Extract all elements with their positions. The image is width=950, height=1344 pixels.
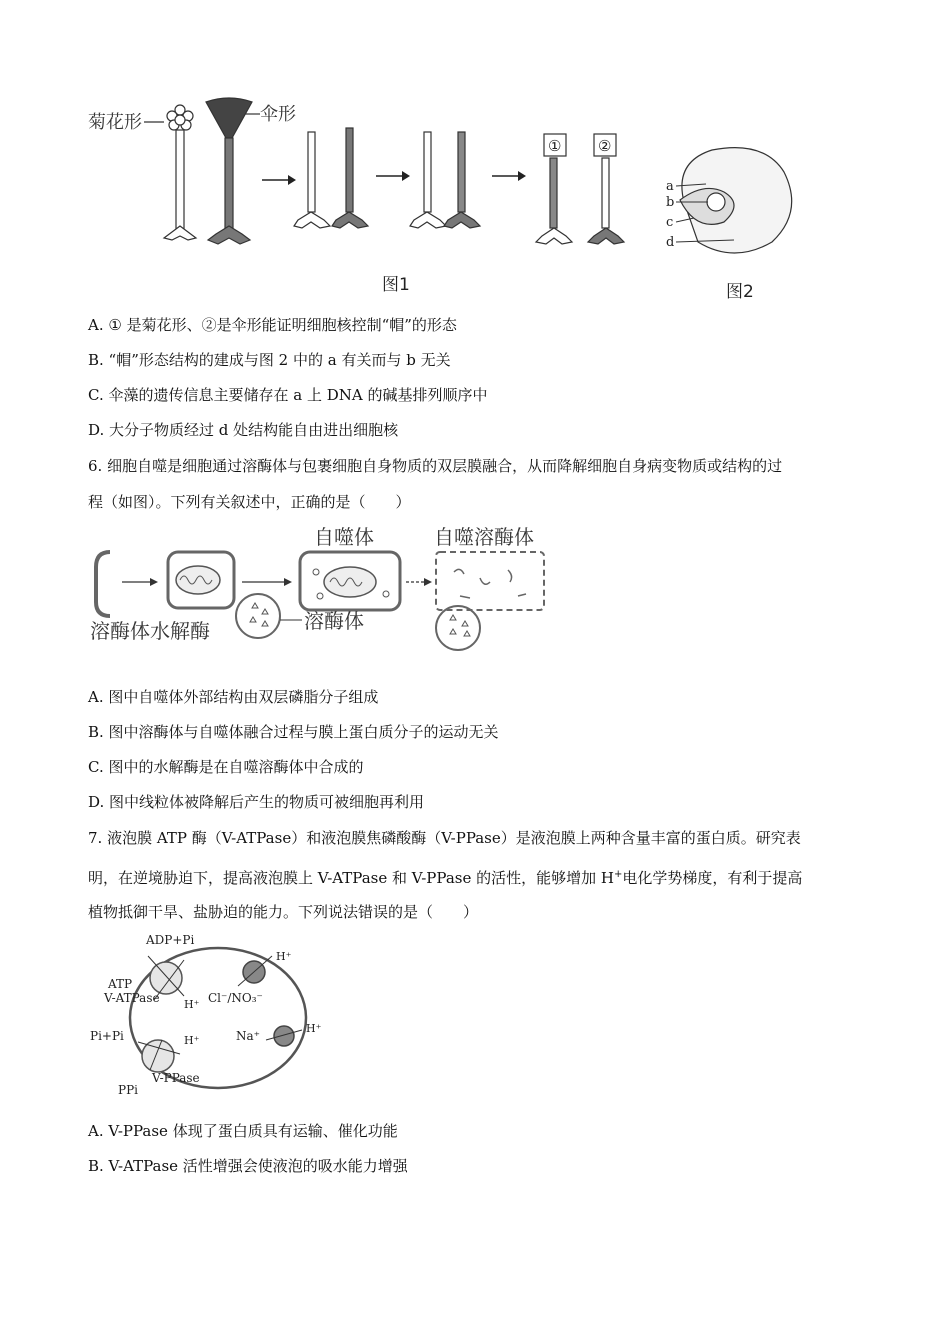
label-h-plus-3: H⁺ xyxy=(306,1022,322,1035)
label-autophagosome: 自噬体 xyxy=(314,525,374,549)
q6-option-b: B. 图中溶酶体与自噬体融合过程与膜上蛋白质分子的运动无关 xyxy=(88,723,499,741)
label-atp: ATP xyxy=(108,977,133,991)
label-ppi: PPi xyxy=(118,1083,138,1097)
stage-cut xyxy=(294,128,368,228)
label-chrysanthemum: 菊花形 xyxy=(88,112,142,133)
q6-stem-line1: 6. 细胞自噬是细胞通过溶酶体与包裹细胞自身物质的双层膜融合，从而降解细胞自身病变物质或结构的过 xyxy=(88,457,783,475)
acetabularia-diagram xyxy=(84,92,824,302)
label-autolysosome: 自噬溶酶体 xyxy=(434,525,534,549)
q6-stem-line2: 程（如图）。下列有关叙述中，正确的是（ ） xyxy=(88,493,411,511)
autophagy-diagram xyxy=(88,522,558,652)
q7-option-a: A. V-PPase 体现了蛋白质具有运输、催化功能 xyxy=(88,1122,398,1140)
q7-stem-line2: 明，在逆境胁迫下，提高液泡膜上 V-ATPase 和 V-PPase 的活性，能够增加 H+电化学势梯度，有利于提高 xyxy=(88,869,803,887)
q6-option-c: C. 图中的水解酶是在自噬溶酶体中合成的 xyxy=(88,758,364,776)
label-lysosomal-hydrolase: 溶酶体水解酶 xyxy=(90,619,210,643)
cell-labels xyxy=(666,179,674,250)
figure-1-caption: 图1 xyxy=(382,275,410,295)
svg-text:d: d xyxy=(666,235,675,250)
box-2-label: ② xyxy=(598,137,612,155)
label-h-plus-2: H⁺ xyxy=(276,950,292,963)
q7-option-b: B. V-ATPase 活性增强会使液泡的吸水能力增强 xyxy=(88,1157,408,1175)
plant-chrysanthemum xyxy=(164,105,196,240)
label-lysosome: 溶酶体 xyxy=(304,609,364,633)
stage-regrow xyxy=(410,132,480,228)
box-1-label: ① xyxy=(548,137,562,155)
vacuole-membrane-diagram xyxy=(88,930,338,1100)
svg-text:a: a xyxy=(666,179,674,194)
label-na-plus: Na⁺ xyxy=(236,1029,260,1043)
q7-stem-line3: 植物抵御干旱、盐胁迫的能力。下列说法错误的是（ ） xyxy=(88,903,479,921)
q5-option-a: A. ① 是菊花形、②是伞形能证明细胞核控制“帽”的形态 xyxy=(88,316,457,334)
figure-2-caption: 图2 xyxy=(726,282,754,302)
label-pi-pi: Pi+Pi xyxy=(90,1029,124,1043)
q5-option-d: D. 大分子物质经过 d 处结构能自由进出细胞核 xyxy=(88,421,399,439)
cell-nucleus-diagram xyxy=(680,148,792,253)
q5-option-c: C. 伞藻的遗传信息主要储存在 a 上 DNA 的碱基排列顺序中 xyxy=(88,386,488,404)
q6-option-a: A. 图中自噬体外部结构由双层磷脂分子组成 xyxy=(88,688,379,706)
label-h-plus-4: H⁺ xyxy=(184,1034,200,1047)
label-h-plus-1: H⁺ xyxy=(184,998,200,1011)
label-adp-pi: ADP+Pi xyxy=(146,933,195,947)
q5-option-b: B. “帽”形态结构的建成与图 2 中的 a 有关而与 b 无关 xyxy=(88,351,451,369)
svg-text:c: c xyxy=(666,215,674,230)
q6-option-d: D. 图中线粒体被降解后产生的物质可被细胞再利用 xyxy=(88,793,425,811)
plant-umbrella xyxy=(206,98,252,244)
svg-text:b: b xyxy=(666,195,675,210)
figure-1-acetabularia xyxy=(84,92,824,302)
label-cl-no3: Cl⁻/NO₃⁻ xyxy=(208,991,263,1005)
label-v-ppase: V-PPase xyxy=(152,1071,200,1085)
q7-stem-line1: 7. 液泡膜 ATP 酶（V-ATPase）和液泡膜焦磷酸酶（V-PPase）是液泡膜上两种含量丰富的蛋白质。研究表 xyxy=(88,829,801,847)
label-v-atpase: V-ATPase xyxy=(104,991,160,1005)
label-umbrella: 伞形 xyxy=(260,104,296,125)
